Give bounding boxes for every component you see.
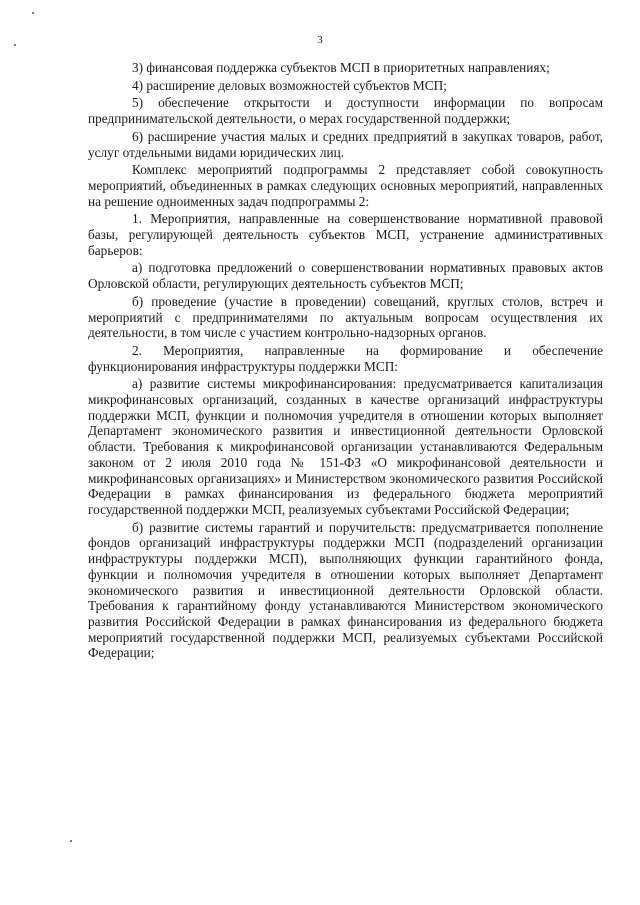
paragraph-section-1b: б) проведение (участие в проведении) совещаний, круглых столов, встреч и мероприятий с предпринимателями по актуальным вопросам осуществления их деятельности, в том числе с участием контрольно-надзорных органов. [88, 293, 603, 341]
document-body [88, 60, 603, 663]
paragraph-section-1a: а) подготовка предложений о совершенствовании нормативных правовых актов Орловской области, регулирующих деятельность субъектов МСП; [88, 260, 603, 292]
paragraph-item-3: 3) финансовая поддержка субъектов МСП в приоритетных направлениях; [132, 60, 550, 75]
paragraph-section-2b: б) развитие системы гарантий и поручительств: предусматривается пополнение фондов организаций инфраструктуры поддержки МСП (подразделений организации инфраструктуры поддержки МСП), выполняющих функции гарантийного фонда, функции и полномочия учредителя в отношении которых выполняет Департамент экономического развития и инвестиционной деятельности Орловской области. Требования к гарантийному фонду устанавливаются Министерством экономического развития Российской Федерации в рамках финансирования из федерального бюджета мероприятий государственной поддержки МСП, реализуемых субъектами Российской Федерации; [88, 519, 603, 661]
paragraph-item-4: 4) расширение деловых возможностей субъектов МСП; [132, 77, 447, 93]
paragraph-section-2a: а) развитие системы микрофинансирования: предусматривается капитализация микрофинансовых организаций, созданных в качестве организаций инфраструктуры поддержки МСП, функции и полномочия учредителя в отношении которых выполняет Департамент экономического развития и инвестиционной деятельности Орловской области. Требования к микрофинансовой организации устанавливаются Федеральным законом от 2 июля 2010 года № 151-ФЗ «О микрофинансовой деятельности и микрофинансовых организациях» и Министерством экономического развития Российской Федерации в рамках финансирования из федерального бюджета мероприятий государственной поддержки МСП, реализуемых субъектами Российской Федерации; [88, 376, 603, 517]
paragraph-item-5: 5) обеспечение открытости и доступности информации по вопросам предпринимательской деятельности, о мерах государственной поддержки; [88, 95, 603, 127]
paragraph-section-1: 1. Мероприятия, направленные на совершенствование нормативной правовой базы, регулирующей деятельность субъектов МСП, устранение административных барьеров: [88, 211, 603, 258]
paragraph-item-6: 6) расширение участия малых и средних предприятий в закупках товаров, работ, услуг отдельными видами юридических лиц. [88, 128, 603, 160]
scan-speck [32, 12, 34, 14]
scan-speck [70, 840, 72, 842]
paragraph-complex: Комплекс мероприятий подпрограммы 2 представляет собой совокупность мероприятий, объединенных в рамках следующих основных мероприятий, направленных на решение одноименных задач подпрограммы 2: [88, 162, 603, 209]
page-number: 3 [317, 34, 323, 46]
paragraph-section-2: 2. Мероприятия, направленные на формирование и обеспечение функционирования инфраструктуры поддержки МСП: [88, 342, 603, 374]
